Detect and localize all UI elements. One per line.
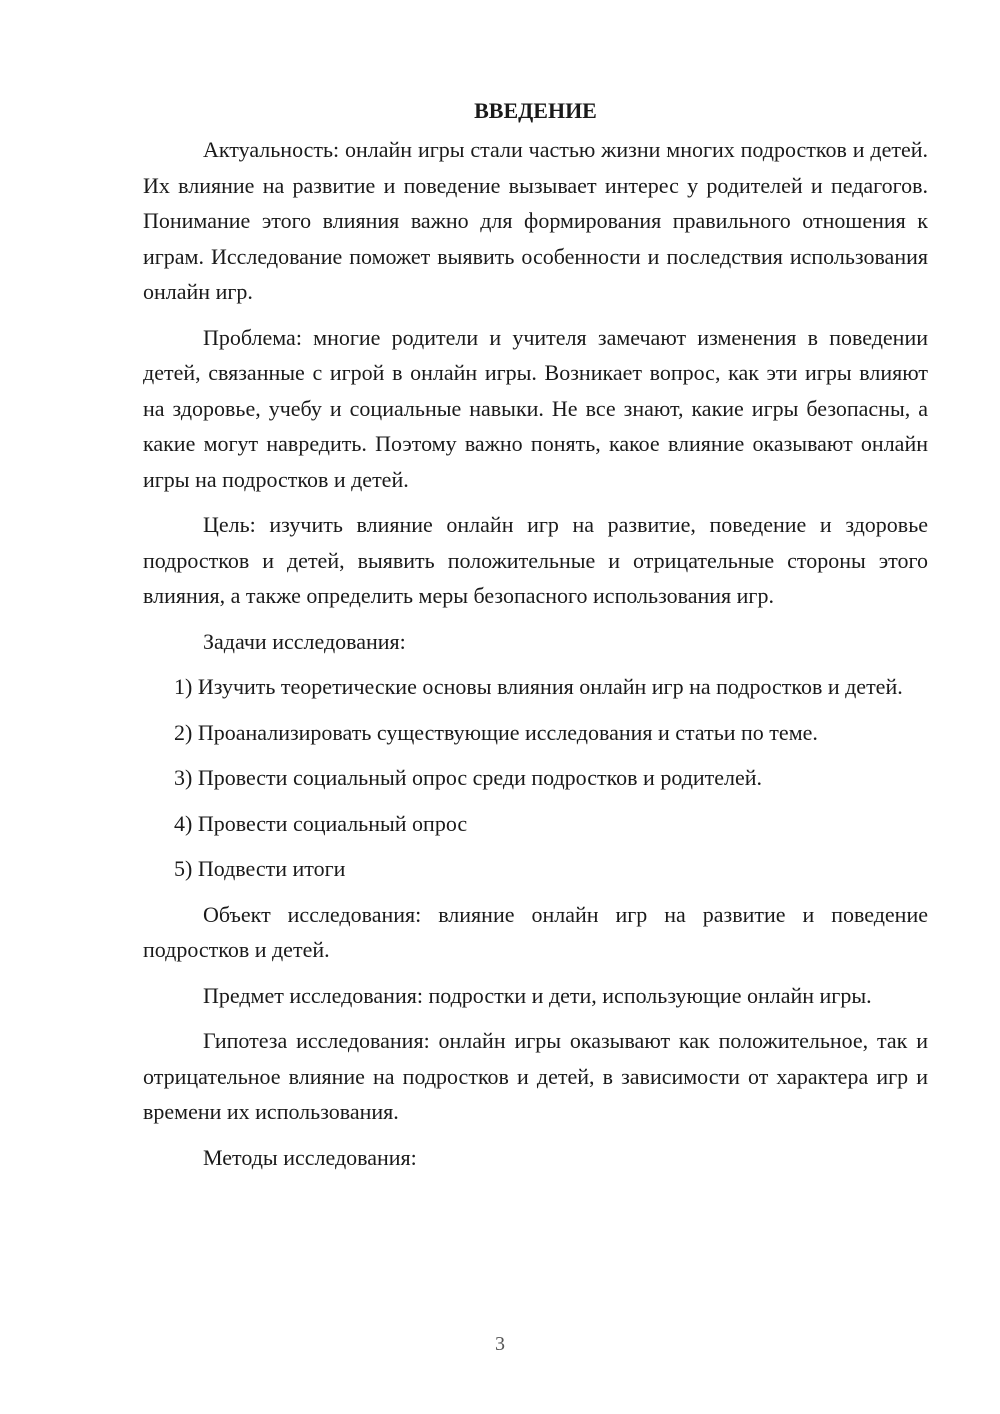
task-item-4: 4) Провести социальный опрос [174, 810, 468, 836]
task-item-5: 5) Подвести итоги [174, 856, 346, 881]
task-item-3: 3) Провести социальный опрос среди подростков и родителей. [174, 765, 763, 790]
paragraph-object: Объект исследования: влияние онлайн игр на развитие и поведение подростков и детей. [143, 901, 928, 962]
paragraph-subject: Предмет исследования: подростки и дети, использующие онлайн игры. [203, 982, 872, 1008]
document-page [143, 96, 928, 1185]
paragraph-hypothesis: Гипотеза исследования: онлайн игры оказывают как положительное, так и отрицательное влияние на подростков и детей, в зависимости от характера игр и времени их использования. [143, 1028, 928, 1124]
paragraph-methods: Методы исследования: [203, 1144, 417, 1170]
page-number: 3 [495, 1333, 505, 1355]
task-item-2: 2) Проанализировать существующие исследования и статьи по теме. [174, 719, 818, 745]
paragraph-relevance: Актуальность: онлайн игры стали частью жизни многих подростков и детей. Их влияние на развитие и поведение вызывает интерес у родителей и педагогов. Понимание этого влияния важно для формирования правильного отношения к играм. Исследование поможет выявить особенности и последствия использования онлайн игр. [143, 137, 928, 304]
paragraph-goal: Цель: изучить влияние онлайн игр на развитие, поведение и здоровье подростков и детей, выявить положительные и отрицательные стороны этого влияния, а также определить меры безопасного использования игр. [143, 512, 928, 608]
section-heading: ВВЕДЕНИЕ [474, 98, 597, 123]
task-item-1: 1) Изучить теоретические основы влияния онлайн игр на подростков и детей. [174, 674, 903, 699]
paragraph-tasks-heading: Задачи исследования: [203, 628, 406, 654]
paragraph-problem: Проблема: многие родители и учителя замечают изменения в поведении детей, связанные с игрой в онлайн игры. Возникает вопрос, как эти игры влияют на здоровье, учебу и социальные навыки. Не все знают, какие игры безопасны, а какие могут навредить. Поэтому важно понять, какое влияние оказывают онлайн игры на подростков и детей. [143, 324, 928, 492]
